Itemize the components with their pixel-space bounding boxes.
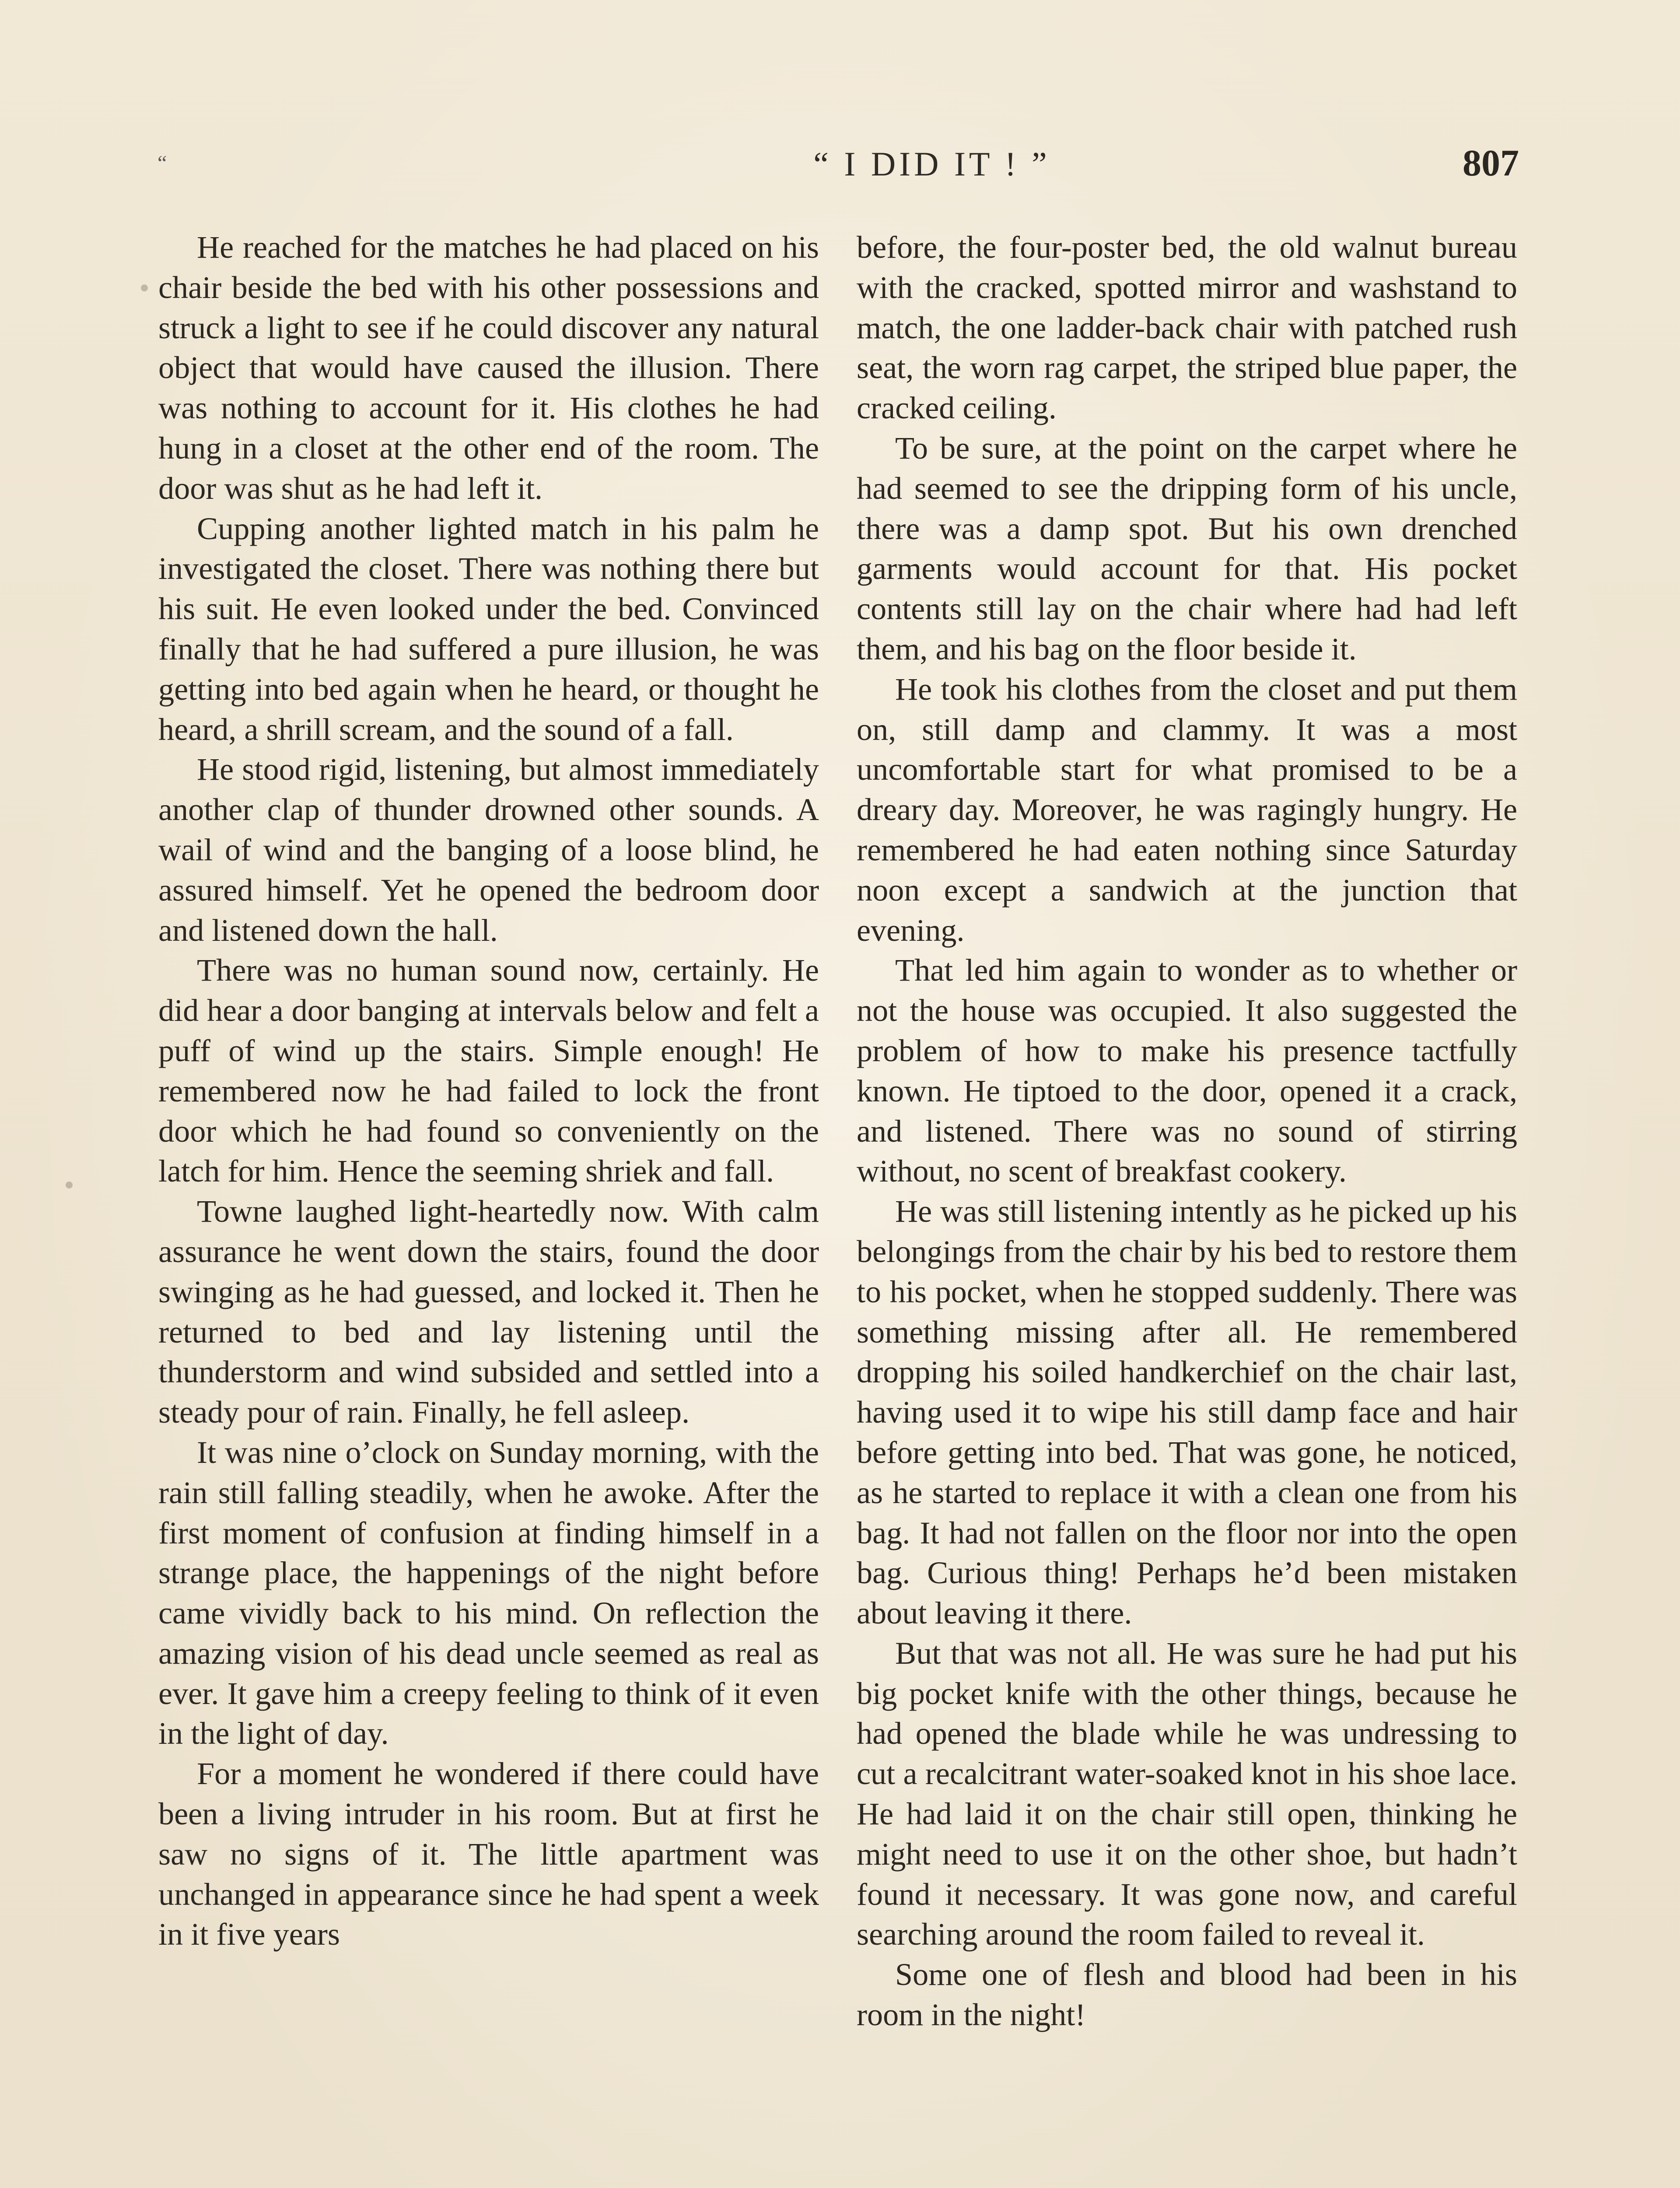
paragraph: Some one of flesh and blood had been in his room in the night! (857, 1957, 1517, 2033)
paragraph-continuation: before, the four-poster bed, the old walnut bureau with the cracked, spotted mirror and washstand to match, the one ladder-back chair with patched rush seat, the worn rag carpet, the striped blue paper, the cracked ceiling. (857, 230, 1517, 426)
paragraph: To be sure, at the point on the carpet where he had seemed to see the dripping form of his uncle, there was a damp spot. But his own drenched garments would account for that. His pocket contents still lay on the chair where had had left them, and his bag on the floor beside it. (857, 430, 1517, 666)
paragraph: But that was not all. He was sure he had put his big pocket knife with the other things, because he had opened the blade while he was undressing to cut a recalcitrant water-soaked knot in his shoe lace. He had laid it on the chair still open, thinking he might need to use it on the other shoe, but hadn’t found it necessary. It was gone now, and careful searching around the room failed to reveal it. (857, 1635, 1517, 1952)
paragraph: He reached for the matches he had placed on his chair beside the bed with his other possessions and struck a light to see if he could discover any natural object that would have caused the illusion. There was nothing to account for it. His clothes he had hung in a closet at the other end of the room. The door was shut as he had left it. (158, 230, 819, 506)
paragraph: He took his clothes from the closet and put them on, still damp and clammy. It was a most uncomfortable start for what promised to be a dreary day. Moreover, he was ragingly hungry. He remembered he had eaten nothing since Saturday noon except a sandwich at the junction that evening. (857, 671, 1517, 948)
paragraph: Towne laughed light-heartedly now. With calm assurance he went down the stairs, found the door swinging as he had guessed, and locked it. Then he returned to bed and lay listening until the thunderstorm and wind subsided and settled into a steady pour of rain. Finally, he fell asleep. (158, 1194, 819, 1430)
corner-mark: “ (158, 151, 167, 175)
paragraph: It was nine o’clock on Sunday morning, with the rain still falling steadily, when he awoke. After the first moment of confusion at finding himself in a strange place, the happenings of the night before came vividly back to his mind. On reflection the amazing vision of his dead uncle seemed as real as ever. It gave him a creepy feeling to think of it even in the light of day. (158, 1434, 819, 1751)
paragraph: That led him again to wonder as to whether or not the house was occupied. It also suggested the problem of how to make his presence tactfully known. He tiptoed to the door, opened it a crack, and listened. There was no sound of stirring without, no scent of breakfast cookery. (857, 953, 1517, 1189)
paragraph: He was still listening intently as he picked up his belongings from the chair by his bed to restore them to his pocket, when he stopped suddenly. There was something missing after all. He remembered dropping his soiled handkerchief on the chair last, having used it to wipe his still damp face and hair before getting into bed. That was gone, he noticed, as he started to replace it with a clean one from his bag. It had not fallen on the floor nor into the open bag. Curious thing! Perhaps he’d been mistaken about leaving it there. (857, 1194, 1517, 1631)
text-column-left (158, 228, 819, 1955)
page-number: 807 (1463, 142, 1519, 184)
paragraph: He stood rigid, listening, but almost immediately another clap of thunder drowned other sounds. A wail of wind and the banging of a loose blind, he assured himself. Yet he opened the bedroom door and listened down the hall. (158, 752, 819, 948)
paragraph: For a moment he wondered if there could have been a living intruder in his room. But at first he saw no signs of it. The little apartment was unchanged in appearance since he had spent a week in it five years (158, 1756, 819, 1952)
text-column-right (857, 228, 1517, 2035)
running-head: “ I DID IT ! ” (813, 145, 1050, 183)
ink-speck (66, 1182, 73, 1189)
ink-speck (141, 284, 148, 291)
paragraph: There was no human sound now, certainly. He did hear a door banging at intervals below and felt a puff of wind up the stairs. Simple enough! He remembered now he had failed to lock the front door which he had found so conveniently on the latch for him. Hence the seeming shriek and fall. (158, 953, 819, 1189)
paragraph: Cupping another lighted match in his palm he investigated the closet. There was nothing there but his suit. He even looked under the bed. Convinced finally that he had suffered a pure illusion, he was getting into bed again when he heard, or thought he heard, a shrill scream, and the sound of a fall. (158, 511, 819, 747)
